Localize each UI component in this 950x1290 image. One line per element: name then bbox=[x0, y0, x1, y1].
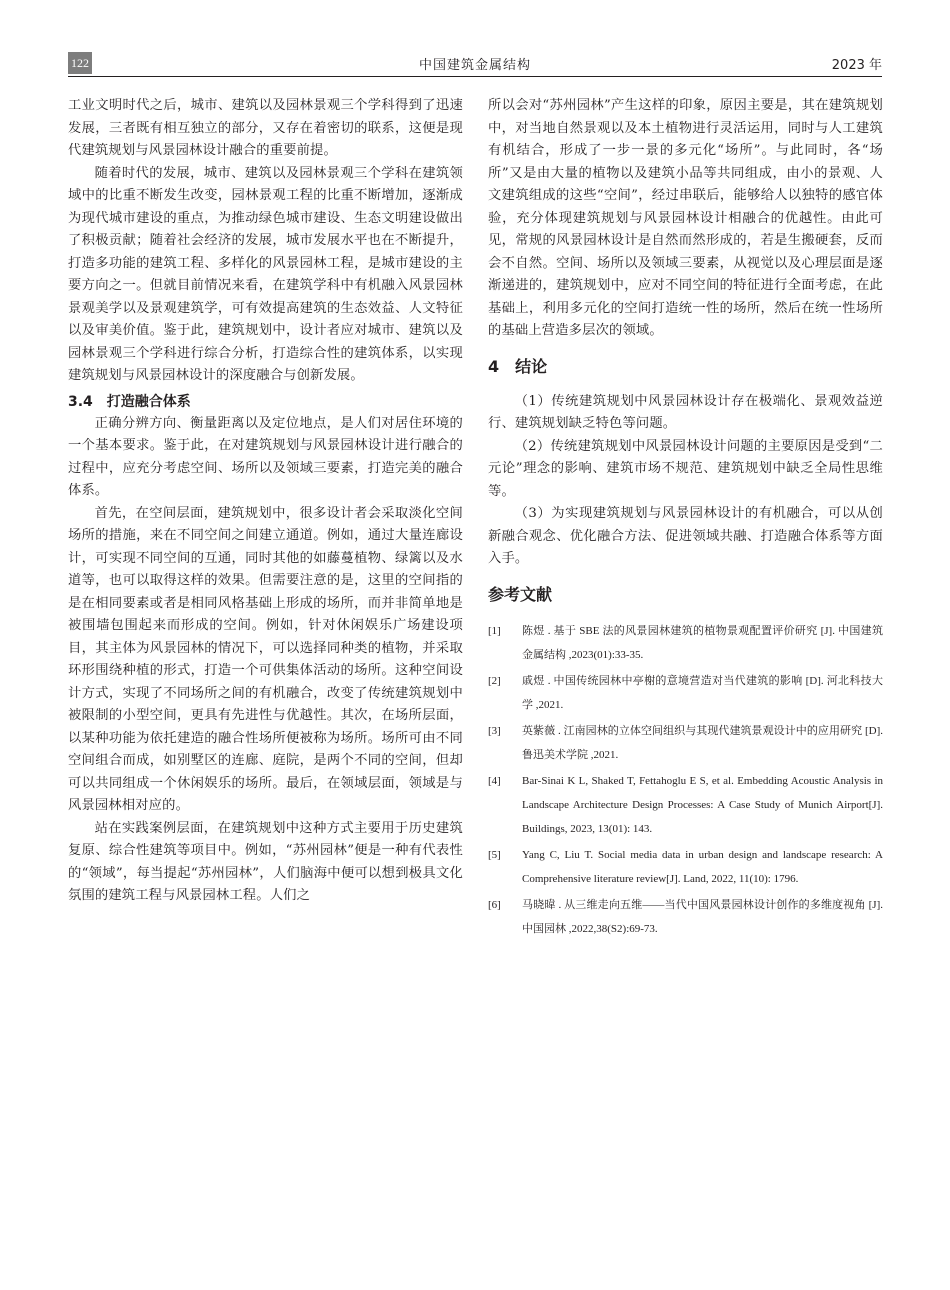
reference-item bbox=[488, 893, 883, 941]
reference-item bbox=[488, 843, 883, 891]
reference-number: [6] bbox=[488, 898, 501, 911]
paragraph: 正确分辨方向、衡量距离以及定位地点，是人们对居住环境的一个基本要求。鉴于此，在对建筑规划与风景园林设计进行融合的过程中，应充分考虑空间、场所以及领域三要素，打造完美的融合体系。 bbox=[68, 415, 463, 498]
right-column bbox=[488, 95, 883, 943]
reference-text: 英紫薇 . 江南园林的立体空间组织与其现代建筑景观设计中的应用研究 [D]. 鲁迅美术学院 ,2021. bbox=[522, 724, 883, 761]
header-rule bbox=[68, 76, 882, 77]
issue-year: 2023 年 bbox=[831, 58, 882, 73]
reference-item bbox=[488, 719, 883, 767]
reference-number: [1] bbox=[488, 624, 501, 637]
paragraph: 工业文明时代之后，城市、建筑以及园林景观三个学科得到了迅速发展，三者既有相互独立的部分，又存在着密切的联系，这便是现代建筑规划与风景园林设计融合的重要前提。 bbox=[68, 98, 463, 158]
reference-list bbox=[488, 619, 883, 941]
paragraph: 首先，在空间层面，建筑规划中，很多设计者会采取淡化空间场所的措施，来在不同空间之间建立通道。例如，通过大量连廊设计，可实现不同空间的互通，同时其他的如藤蔓植物、绿篱以及水道等，也可以取得这样的效果。但需要注意的是，这里的空间指的是在相同要素或者是相同风格基础上形成的场所，而并非简单地是被围墙包围起来而形成的空间。例如，针对休闲娱乐广场建设项目，其主体为风景园林的情况下，可以选择同种类的植物，并采取环形围绕种植的形式，打造一个可供集体活动的场所。这种空间设计方式，实现了不同场所之间的有机融合，改变了传统建筑规划中被限制的小型空间，更具有先进性与优越性。其次，在场所层面，以某种功能为依托建造的融合性场所便被称为场所。场所可由不同空间组合而成，如别墅区的连廊、庭院，是两个不同的空间，但却可以共同组成一个休闲娱乐的场所。最后，在领域层面，领域是与风景园林相对应的。 bbox=[68, 505, 463, 813]
conclusion-item: （3）为实现建筑规划与风景园林设计的有机融合，可以从创新融合观念、优化融合方法、促进领域共融、打造融合体系等方面入手。 bbox=[488, 506, 883, 566]
references-heading: 参考文献 bbox=[488, 584, 553, 604]
page-header bbox=[68, 52, 882, 78]
reference-text: Yang C, Liu T. Social media data in urban design and landscape research: A Comprehensive literature review[J]. Land, 2022, 11(10): 1796. bbox=[522, 848, 883, 885]
reference-item bbox=[488, 619, 883, 667]
journal-title: 中国建筑金属结构 bbox=[418, 58, 531, 73]
reference-number: [4] bbox=[488, 774, 501, 787]
reference-text: Bar-Sinai K L, Shaked T, Fettahoglu E S, et al. Embedding Acoustic Analysis in Landscape Architecture Design Processes: A Case Study of Munich Airport[J]. Buildings, 2023, 13(01): 143. bbox=[522, 774, 883, 835]
page-number: 122 bbox=[68, 52, 92, 74]
reference-text: 戚煜 . 中国传统园林中亭榭的意境营造对当代建筑的影响 [D]. 河北科技大学 ,2021. bbox=[522, 674, 883, 711]
reference-number: [5] bbox=[488, 848, 501, 861]
conclusion-item: （2）传统建筑规划中风景园林设计问题的主要原因是受到“二元论”理念的影响、建筑市场不规范、建筑规划中缺乏全局性思维等。 bbox=[488, 438, 883, 499]
paragraph: 所以会对“苏州园林”产生这样的印象，原因主要是，其在建筑规划中，对当地自然景观以及本土植物进行灵活运用，同时与人工建筑有机结合，形成了一步一景的多元化“场所”。与此同时，各“场所”又是由大量的植物以及建筑小品等共同组成，由小的景观、人文建筑组成的这些“空间”，经过串联后，能够给人以独特的感官体验，充分体现建筑规划与风景园林设计相融合的优越性。由此可见，常规的风景园林设计是自然而然形成的，若是生搬硬套，反而会不自然。空间、场所以及领域三要素，从视觉以及心理层面是逐渐递进的，建筑规划中，应对不同空间的特征进行全面考虑，在此基础上，利用多元化的空间打造统一性的场所，然后在统一性场所的基础上营造多层次的领域。 bbox=[488, 98, 883, 338]
conclusion-item: （1）传统建筑规划中风景园林设计存在极端化、景观效益逆行、建筑规划缺乏特色等问题。 bbox=[488, 393, 883, 431]
reference-text: 马晓暐 . 从三维走向五维——当代中国风景园林设计创作的多维度视角 [J]. 中国园林 ,2022,38(S2):69-73. bbox=[522, 898, 883, 935]
reference-item bbox=[488, 769, 883, 841]
section-heading-3-4: 3.4 打造融合体系 bbox=[68, 393, 191, 410]
left-column bbox=[68, 95, 463, 908]
reference-item bbox=[488, 669, 883, 717]
reference-number: [2] bbox=[488, 674, 501, 687]
reference-number: [3] bbox=[488, 724, 501, 737]
paragraph: 站在实践案例层面，在建筑规划中这种方式主要用于历史建筑复原、综合性建筑等项目中。例如，“苏州园林”便是一种有代表性的“领域”，每当提起“苏州园林”，人们脑海中便可以想到极具文化氛围的建筑工程与风景园林工程。人们之 bbox=[68, 820, 463, 903]
paragraph: 随着时代的发展，城市、建筑以及园林景观三个学科在建筑领域中的比重不断发生改变，园林景观工程的比重不断增加，逐渐成为现代城市建设的重点，为推动绿色城市建设、生态文明建设做出了积极贡献；随着社会经济的发展，城市发展水平也在不断提升，打造多功能的建筑工程、多样化的风景园林工程，是城市建设的主要方向之一。但就目前情况来看，在建筑学科中有机融入风景园林景观美学以及景观建筑学，可有效提高建筑的生态效益、人文特征以及审美价值。鉴于此，建筑规划中，设计者应对城市、建筑以及园林景观三个学科进行综合分析，打造综合性的建筑体系，以实现建筑规划与风景园林设计的深度融合与创新发展。 bbox=[68, 165, 463, 383]
section-heading-conclusion: 4 结论 bbox=[488, 356, 548, 376]
reference-text: 陈煜 . 基于 SBE 法的风景园林建筑的植物景观配置评价研究 [J]. 中国建筑金属结构 ,2023(01):33-35. bbox=[522, 624, 883, 661]
